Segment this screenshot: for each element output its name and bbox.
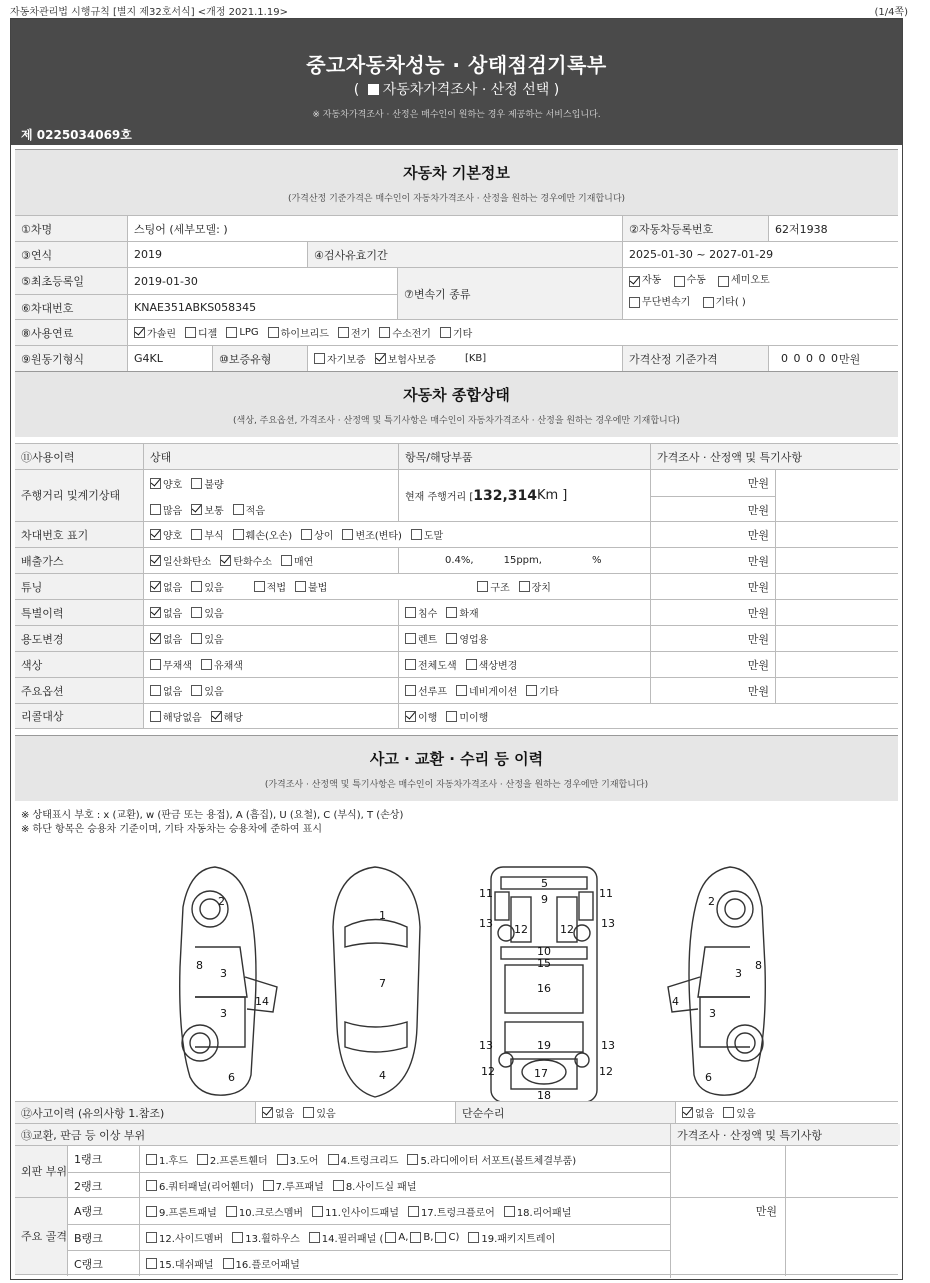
- warranty-company: [KB]: [464, 353, 487, 364]
- row-use-change: [15, 625, 898, 651]
- label-use-change: 용도변경: [15, 626, 143, 651]
- price-unit: 만원: [650, 626, 775, 651]
- checkbox-special-none[interactable]: [150, 607, 161, 618]
- col-status: 상태: [143, 444, 398, 469]
- checkbox-cvt[interactable]: [629, 297, 640, 308]
- checkbox-fire[interactable]: [446, 607, 457, 618]
- label-vin: ⑥차대번호: [15, 294, 127, 320]
- checkbox-part-17[interactable]: [408, 1206, 419, 1217]
- checkbox-co[interactable]: [150, 555, 161, 566]
- checkbox-self-warranty[interactable]: [314, 353, 325, 364]
- row-fuel: [15, 319, 898, 345]
- col-price: 가격조사 · 산정액 및 특기사항: [650, 444, 900, 469]
- checkbox-mileage-low[interactable]: [233, 504, 244, 515]
- price-unit: 만원: [650, 522, 775, 547]
- checkbox-pillar-c[interactable]: [435, 1232, 446, 1243]
- checkbox-pillar-b[interactable]: [410, 1232, 421, 1243]
- checkbox-part-15[interactable]: [146, 1258, 157, 1269]
- label-rankC: C랭크: [67, 1250, 139, 1276]
- checkbox-full-paint[interactable]: [405, 659, 416, 670]
- value-transmission: 자동 수동 세미오토 무단변속기 기타( ): [622, 268, 900, 319]
- part-number: 15: [537, 957, 551, 970]
- recall-items: 이행 미이행: [398, 704, 900, 728]
- checkbox-auto[interactable]: [629, 276, 640, 287]
- checkbox-mileage-high[interactable]: [150, 504, 161, 515]
- part-number: 18: [537, 1089, 551, 1102]
- value-inspection-valid: 2025-01-30 ~ 2027-01-29: [622, 242, 900, 267]
- part-number: 17: [534, 1067, 548, 1080]
- checkbox-repair-yes[interactable]: [723, 1107, 734, 1118]
- part-number: 6: [228, 1071, 235, 1084]
- part-number: 12: [560, 923, 574, 936]
- legend-note: ※ 하단 항목은 승용차 기준이며, 기타 자동차는 승용차에 준하여 표시: [21, 824, 322, 835]
- price-unit: 만원: [650, 574, 775, 599]
- checkbox-gauge-bad[interactable]: [191, 478, 202, 489]
- tuning-options: 없음 있음 적법 불법 구조 장치: [143, 574, 650, 599]
- checkbox-achromatic[interactable]: [150, 659, 161, 670]
- checkbox-gauge-good[interactable]: [150, 478, 161, 489]
- part-number: 13: [479, 1039, 493, 1052]
- part-number: 14: [255, 995, 269, 1008]
- row-emission: [15, 547, 898, 573]
- checkbox-part-3[interactable]: [277, 1154, 288, 1165]
- header-band: [11, 19, 902, 145]
- part-number: 13: [601, 917, 615, 930]
- label-parts-price: 가격조사 · 산정액 및 특기사항: [670, 1124, 900, 1145]
- value-warranty: 자기보증 보험사보증 [KB]: [307, 346, 622, 371]
- checkbox-fuel-other[interactable]: [440, 327, 451, 338]
- header-note: ※ 자동차가격조사 · 산정은 매수인이 원하는 경우 제공하는 서비스입니다.: [312, 110, 601, 120]
- rank1-items: 1.후드 2.프론트휀더 3.도어 4.트렁크리드 5.라디에이터 서포트(볼트체결부품): [139, 1146, 670, 1172]
- row-accident-history: [15, 1101, 898, 1123]
- checkbox-part-6[interactable]: [146, 1180, 157, 1191]
- part-number: 3: [709, 1007, 716, 1020]
- section-overall: [15, 371, 898, 437]
- row-tuning: [15, 573, 898, 599]
- price-note: [775, 574, 900, 599]
- value-engine: G4KL: [127, 346, 212, 371]
- checkbox-vin-painted[interactable]: [411, 529, 422, 540]
- checkbox-tuning-none[interactable]: [150, 581, 161, 592]
- form-reference: [10, 3, 908, 17]
- label-fuel: ⑧사용연료: [15, 320, 127, 345]
- checkbox-repair-none[interactable]: [682, 1107, 693, 1118]
- part-number: 8: [196, 959, 203, 972]
- part-number: 1: [379, 909, 386, 922]
- value-vin: KNAE351ABKS058345: [127, 294, 397, 320]
- price-note: [775, 470, 900, 521]
- checkbox-vin-damage[interactable]: [233, 529, 244, 540]
- checkbox-tuning-legal[interactable]: [254, 581, 265, 592]
- form-law-ref: 자동차관리법 시행규칙 [별지 제32호서식] <개정 2021.1.19>: [10, 7, 288, 18]
- checkbox-hc[interactable]: [220, 555, 231, 566]
- page-indicator: (1/4쪽): [874, 7, 908, 18]
- part-number: 7: [379, 977, 386, 990]
- row-recall: [15, 703, 898, 729]
- part-number: 6: [705, 1071, 712, 1084]
- checkbox-part-14[interactable]: [309, 1232, 320, 1243]
- checkbox-recall-yes[interactable]: [211, 711, 222, 722]
- part-number: 13: [479, 917, 493, 930]
- row-special: [15, 599, 898, 625]
- label-color: 색상: [15, 652, 143, 677]
- part-number: 12: [481, 1065, 495, 1078]
- part-number: 11: [599, 887, 613, 900]
- use-change-items: 렌트 영업용: [398, 626, 650, 651]
- checkbox-part-16[interactable]: [223, 1258, 234, 1269]
- value-year: 2019: [127, 242, 307, 267]
- value-first-reg: 2019-01-30: [127, 268, 397, 294]
- price-note: [775, 626, 900, 651]
- checkbox-part-19[interactable]: [468, 1232, 479, 1243]
- label-rankB: B랭크: [67, 1224, 139, 1250]
- label-engine: ⑨원동기형식: [15, 346, 127, 371]
- label-parts: ⑬교환, 판금 등 이상 부위: [15, 1124, 670, 1145]
- checkbox-special-yes[interactable]: [191, 607, 202, 618]
- checkbox-hybrid[interactable]: [268, 327, 279, 338]
- checkbox-sunroof[interactable]: [405, 685, 416, 696]
- label-rankA: A랭크: [67, 1198, 139, 1224]
- label-car-name: ①차명: [15, 216, 127, 241]
- checkbox-tuning-structure[interactable]: [477, 581, 488, 592]
- label-vin-mark: 차대번호 표기: [15, 522, 143, 547]
- price-unit: 만원: [650, 496, 775, 522]
- checkbox-navigation[interactable]: [456, 685, 467, 696]
- checkbox-smoke[interactable]: [281, 555, 292, 566]
- special-items: 침수 화재: [398, 600, 650, 625]
- section-basic-info: [15, 149, 898, 215]
- checkbox-rent[interactable]: [405, 633, 416, 644]
- value-base-price: 0 0 0 0 0 만원: [768, 346, 900, 371]
- part-number: 10: [537, 945, 551, 958]
- label-recall: 리콜대상: [15, 704, 143, 728]
- part-number: 12: [514, 923, 528, 936]
- label-rank1: 1랭크: [67, 1146, 139, 1172]
- section-title: 사고 · 교환 · 수리 등 이력: [369, 750, 544, 768]
- label-warranty: ⑩보증유형: [212, 346, 307, 371]
- price-unit: 만원: [650, 678, 775, 703]
- checkbox-part-8[interactable]: [333, 1180, 344, 1191]
- color-options: 무채색 유채색: [143, 652, 398, 677]
- checkbox-part-4[interactable]: [328, 1154, 339, 1165]
- row-color: [15, 651, 898, 677]
- part-number: 19: [537, 1039, 551, 1052]
- checkbox-use-yes[interactable]: [191, 633, 202, 644]
- part-number: 9: [541, 893, 548, 906]
- part-number: 4: [672, 995, 679, 1008]
- label-inspection-valid: ④검사유효기간: [307, 242, 622, 267]
- row-options: [15, 677, 898, 703]
- checkbox-business[interactable]: [446, 633, 457, 644]
- part-number: 3: [220, 1007, 227, 1020]
- part-number: 2: [218, 895, 225, 908]
- checkbox-insurance-warranty[interactable]: [375, 353, 386, 364]
- section-accident: [15, 735, 898, 801]
- checkbox-recall-done[interactable]: [405, 711, 416, 722]
- checkbox-accident-yes[interactable]: [303, 1107, 314, 1118]
- section-note: (가격조사 · 산정액 및 특기사항은 매수인이 자동차가격조사 · 산정을 원하는 경우에만 기재합니다): [264, 780, 649, 790]
- part-number: 8: [755, 959, 762, 972]
- checkbox-part-2[interactable]: [197, 1154, 208, 1165]
- price-note: [775, 678, 900, 703]
- checkbox-tuning-device[interactable]: [519, 581, 530, 592]
- checkbox-diesel[interactable]: [185, 327, 196, 338]
- option-options: 없음 있음: [143, 678, 398, 703]
- mileage-reading: 현재 주행거리 [ 132,314 Km ]: [398, 470, 650, 521]
- value-fuel: 가솔린 디젤 LPG 하이브리드 전기 수소전기 기타: [127, 320, 900, 345]
- row-engine: [15, 345, 898, 371]
- checkbox-part-11[interactable]: [312, 1206, 323, 1217]
- checkbox-semi-auto[interactable]: [718, 276, 729, 287]
- checkbox-option-yes[interactable]: [191, 685, 202, 696]
- part-number: 11: [479, 887, 493, 900]
- part-number: 3: [220, 967, 227, 980]
- part-number: 5: [541, 877, 548, 890]
- checkbox-part-9[interactable]: [146, 1206, 157, 1217]
- checkbox-gasoline[interactable]: [134, 327, 145, 338]
- label-accident-history: ⑫사고이력 (유의사항 1.참조): [15, 1102, 255, 1123]
- checkbox-part-7[interactable]: [263, 1180, 274, 1191]
- record-form: [10, 18, 903, 1280]
- checkbox-part-18[interactable]: [504, 1206, 515, 1217]
- label-base-price: 가격산정 기준가격: [622, 346, 768, 371]
- emission-options: 일산화탄소 탄화수소 매연: [143, 548, 398, 573]
- checkbox-tuning-yes[interactable]: [191, 581, 202, 592]
- form-subtitle: ( 자동차가격조사 · 산정 선택 ): [353, 82, 560, 98]
- checkbox-mileage-normal[interactable]: [191, 504, 202, 515]
- price-note: [775, 600, 900, 625]
- part-number: 3: [735, 967, 742, 980]
- checkbox-use-none[interactable]: [150, 633, 161, 644]
- label-transmission: ⑦변속기 종류: [397, 268, 622, 319]
- checkbox-part-5[interactable]: [407, 1154, 418, 1165]
- label-year: ③연식: [15, 242, 127, 267]
- checkbox-flood[interactable]: [405, 607, 416, 618]
- checkbox-part-12[interactable]: [146, 1232, 157, 1243]
- vehicle-diagram: [15, 847, 898, 1117]
- row-parts-header: [15, 1123, 898, 1145]
- price-note: [775, 522, 900, 547]
- label-options: 주요옵션: [15, 678, 143, 703]
- price-note: [775, 548, 900, 573]
- col-usage: ⑪사용이력: [15, 444, 143, 469]
- checkbox-accident-none[interactable]: [262, 1107, 273, 1118]
- value-car-name: 스팅어 (세부모델: ): [127, 216, 622, 241]
- label-rank2: 2랭크: [67, 1172, 139, 1198]
- checkbox-tuning-illegal[interactable]: [295, 581, 306, 592]
- checkbox-recall-none[interactable]: [150, 711, 161, 722]
- filled-square-icon: [368, 84, 379, 95]
- checkbox-trans-other[interactable]: [703, 297, 714, 308]
- label-tuning: 튜닝: [15, 574, 143, 599]
- parts-price-note: [785, 1146, 900, 1276]
- price-unit: 만원: [650, 600, 775, 625]
- label-reg-no: ②자동차등록번호: [622, 216, 768, 241]
- mileage-condition: 양호 불량: [143, 470, 398, 496]
- label-special: 특별이력: [15, 600, 143, 625]
- mileage-level: 많음 보통 적음: [143, 496, 398, 522]
- recall-options: 해당없음 해당: [143, 704, 398, 728]
- checkbox-part-1[interactable]: [146, 1154, 157, 1165]
- checkbox-vin-different[interactable]: [301, 529, 312, 540]
- label-mileage: 주행거리 및계기상태: [15, 470, 143, 521]
- simple-repair-options: 없음 있음: [675, 1102, 900, 1123]
- legend: [21, 809, 403, 837]
- row-name: [15, 215, 898, 241]
- special-options: 없음 있음: [143, 600, 398, 625]
- checkbox-vin-altered[interactable]: [342, 529, 353, 540]
- part-number: 12: [599, 1065, 613, 1078]
- checkbox-option-none[interactable]: [150, 685, 161, 696]
- row-vin-mark: [15, 521, 898, 547]
- checkbox-pillar-a[interactable]: [385, 1232, 396, 1243]
- rankB-items: 12.사이드멤버 13.휠하우스 14.필러패널 ( A, B, C) 19.패키지트레이: [139, 1224, 670, 1250]
- row-mileage: [15, 469, 898, 521]
- label-main-frame: 주요 골격: [15, 1198, 67, 1274]
- part-number: 4: [379, 1069, 386, 1082]
- checkbox-manual[interactable]: [674, 276, 685, 287]
- rank2-items: 6.쿼터패널(리어휀더) 7.루프패널 8.사이드실 패널: [139, 1172, 670, 1198]
- use-change-options: 없음 있음: [143, 626, 398, 651]
- parts-price-unit: 만원: [670, 1146, 785, 1276]
- part-number: 13: [601, 1039, 615, 1052]
- price-note: [775, 652, 900, 677]
- checkbox-chromatic[interactable]: [201, 659, 212, 670]
- section-title: 자동차 기본정보: [403, 164, 510, 182]
- col-items: 항목/해당부품: [398, 444, 650, 469]
- rankA-items: 9.프론트패널 10.크로스멤버 11.인사이드패널 17.트렁크플로어 18.리어패널: [139, 1198, 670, 1224]
- color-items: 전체도색 색상변경: [398, 652, 650, 677]
- checkbox-color-change[interactable]: [466, 659, 477, 670]
- car-diagram-svg: [15, 847, 900, 1117]
- accident-history-options: 없음 있음: [255, 1102, 455, 1123]
- checkbox-vin-good[interactable]: [150, 529, 161, 540]
- row-main-frame: [15, 1197, 898, 1275]
- overall-header-row: [15, 443, 898, 469]
- label-outer: 외판 부위: [15, 1146, 67, 1197]
- section-title: 자동차 종합상태: [403, 386, 510, 404]
- option-items: 선루프 네비게이션 기타: [398, 678, 650, 703]
- checkbox-electric[interactable]: [338, 327, 349, 338]
- part-number: 2: [708, 895, 715, 908]
- section-note: (색상, 주요옵션, 가격조사 · 산정액 및 특기사항은 매수인이 자동차가격조사 · 산정을 원하는 경우에만 기재합니다): [233, 416, 680, 426]
- label-emission: 배출가스: [15, 548, 143, 573]
- section-note: (가격산정 기준가격은 매수인이 자동차가격조사 · 산정을 원하는 경우에만 기재합니다): [287, 194, 626, 204]
- rankC-items: 15.대쉬패널 16.플로어패널: [139, 1250, 670, 1276]
- row-first-reg: [15, 267, 898, 319]
- row-year: [15, 241, 898, 267]
- document-number: 제 0225034069호: [21, 128, 132, 142]
- form-title: 중고자동차성능 · 상태점검기록부: [306, 53, 607, 77]
- price-unit: 만원: [650, 470, 775, 496]
- checkbox-vin-corrosion[interactable]: [191, 529, 202, 540]
- value-reg-no: 62저1938: [768, 216, 900, 241]
- checkbox-option-other[interactable]: [526, 685, 537, 696]
- checkbox-hydrogen[interactable]: [379, 327, 390, 338]
- price-unit: 만원: [650, 548, 775, 573]
- checkbox-part-13[interactable]: [232, 1232, 243, 1243]
- vin-mark-options: 양호 부식 훼손(오손) 상이 변조(변타) 도말: [143, 522, 650, 547]
- checkbox-recall-not-done[interactable]: [446, 711, 457, 722]
- part-number: 16: [537, 982, 551, 995]
- label-simple-repair: 단순수리: [455, 1102, 675, 1123]
- legend-symbols: ※ 상태표시 부호 : x (교환), w (판금 또는 용접), A (흠집), U (요철), C (부식), T (손상): [21, 810, 404, 821]
- checkbox-part-10[interactable]: [226, 1206, 237, 1217]
- checkbox-lpg[interactable]: [226, 327, 237, 338]
- label-first-reg: ⑤최초등록일: [15, 268, 127, 294]
- emission-values: 0.4%, 15ppm, %: [398, 548, 650, 573]
- price-unit: 만원: [650, 652, 775, 677]
